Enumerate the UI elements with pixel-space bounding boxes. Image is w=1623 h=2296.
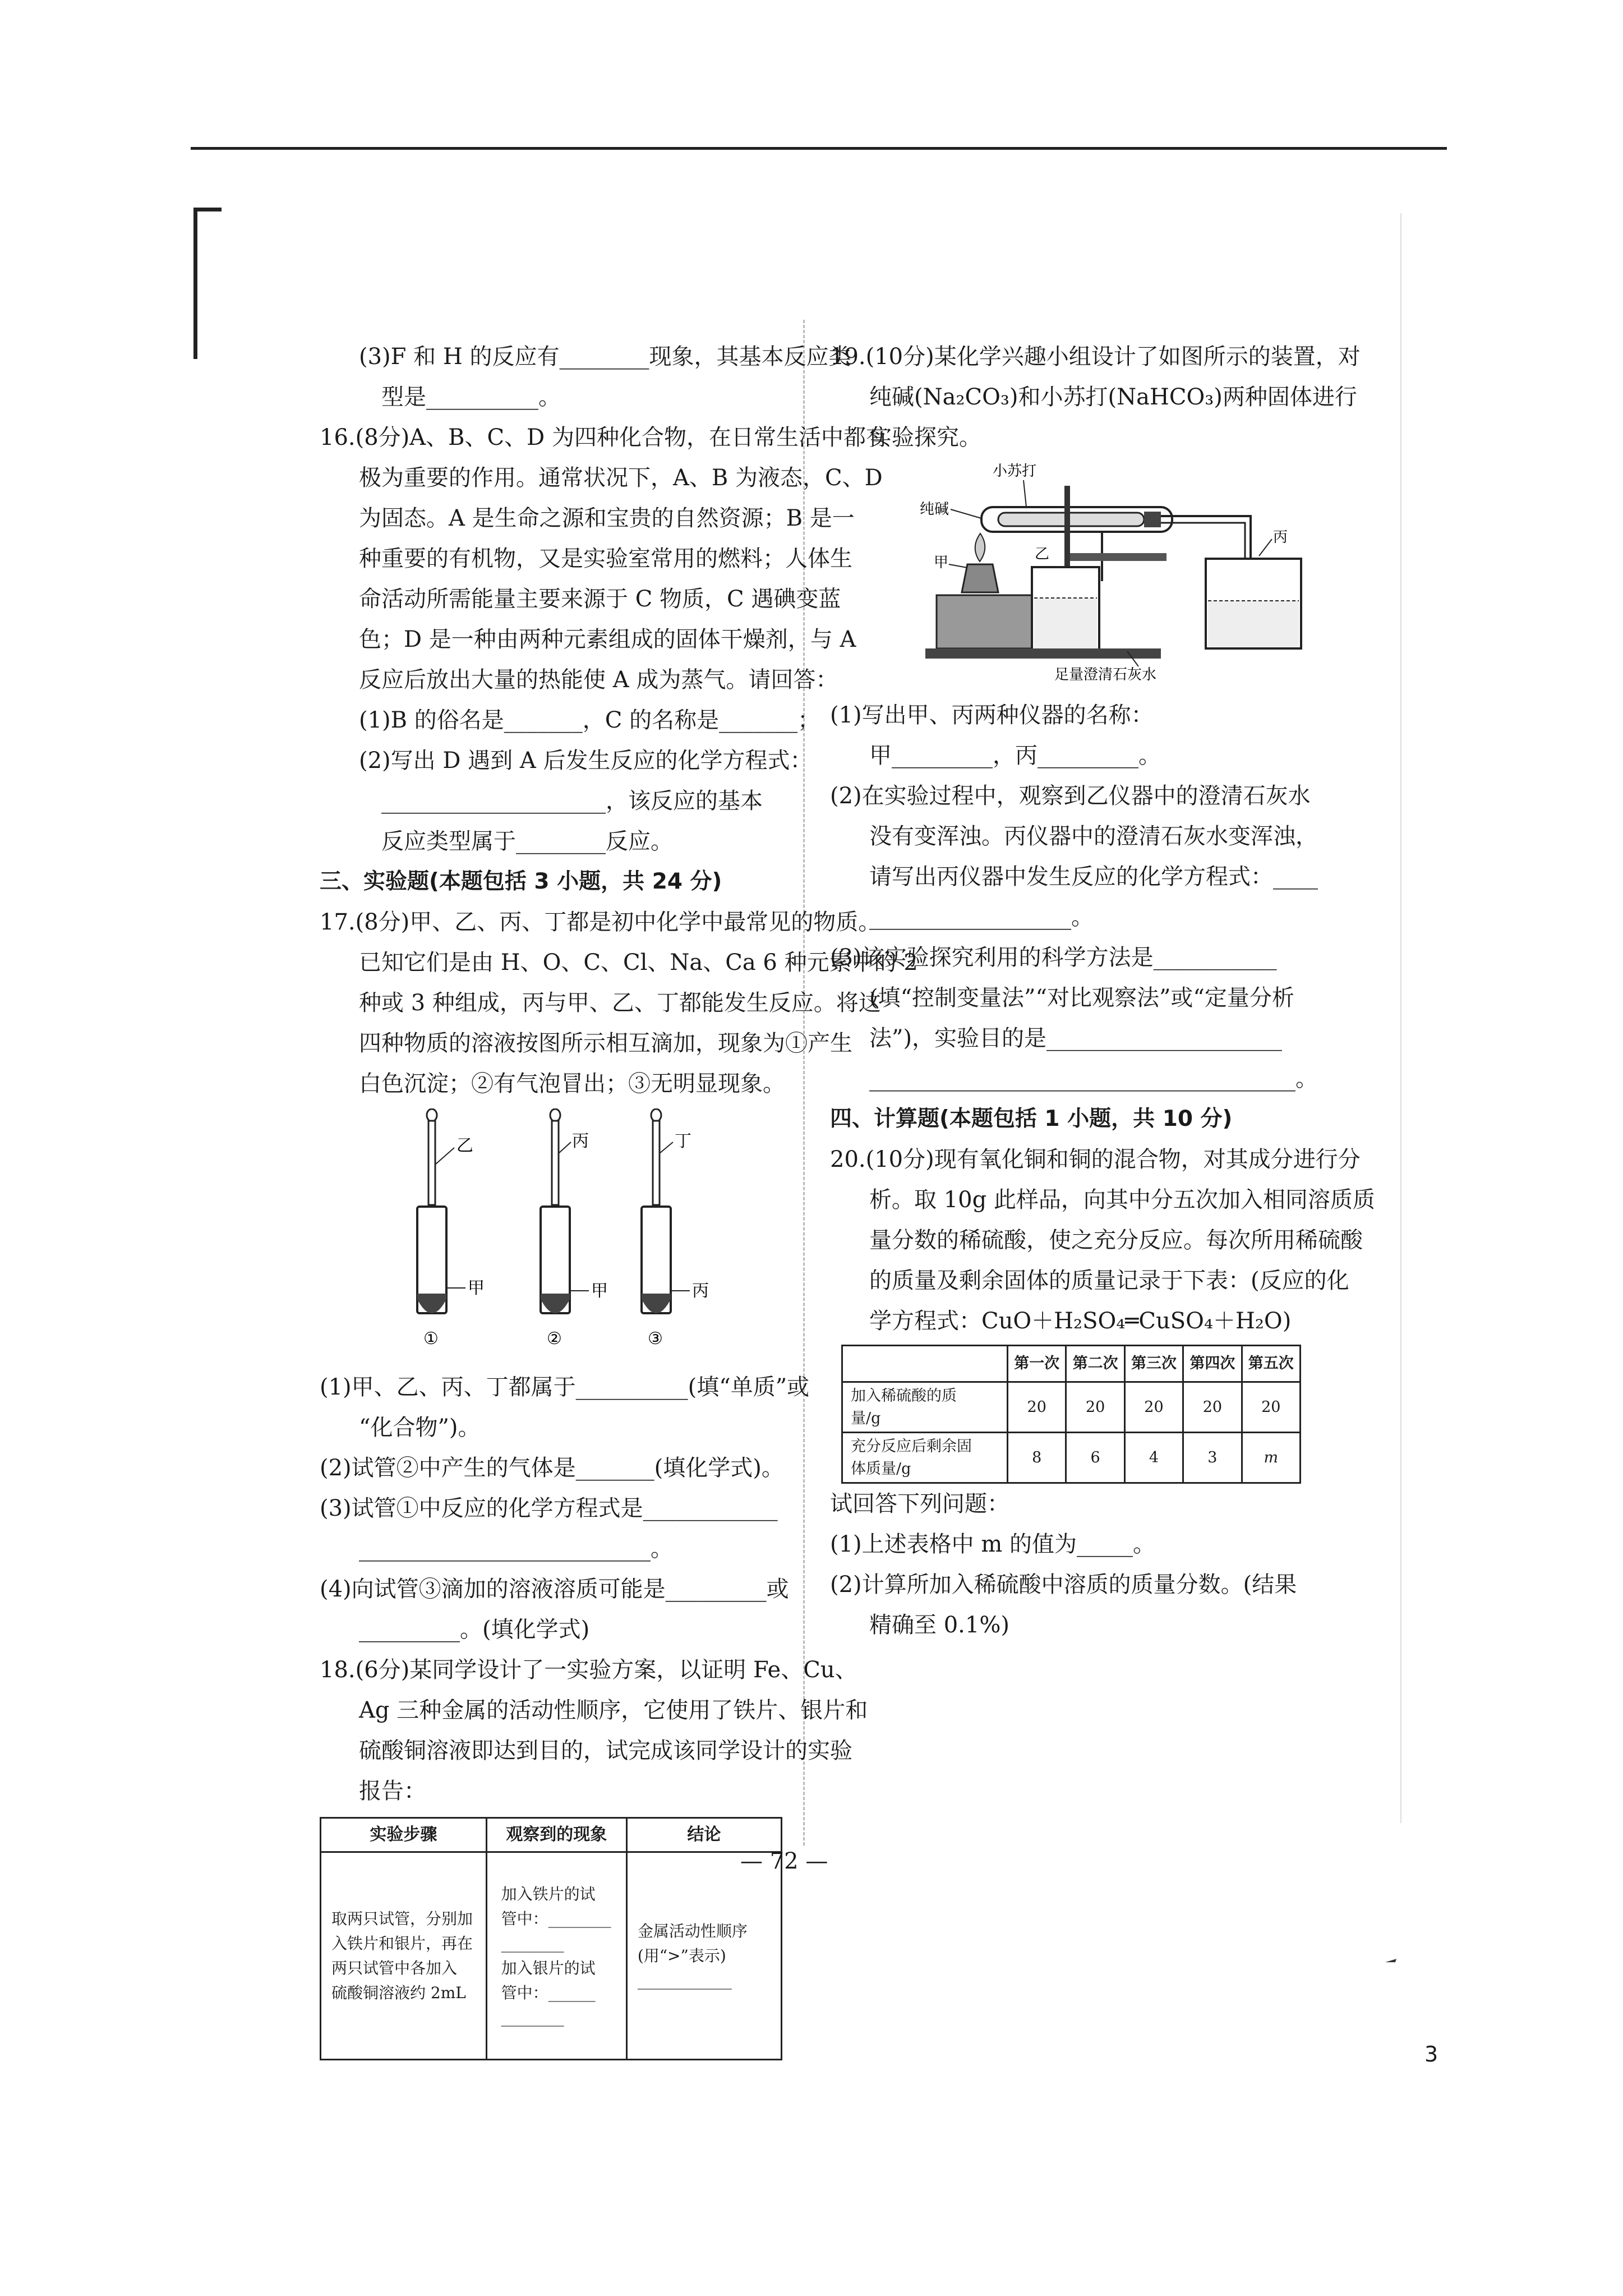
solid-cell: 8 bbox=[1008, 1433, 1066, 1483]
q16-sub1: (1)B 的俗名是_______，C 的名称是_______； bbox=[359, 707, 820, 733]
solid-cell: 6 bbox=[1066, 1433, 1124, 1483]
scan-edge-line bbox=[1400, 213, 1401, 1823]
tube-number: ① bbox=[423, 1329, 439, 1349]
row-label-solid bbox=[842, 1433, 1008, 1483]
results-header: 第四次 bbox=[1183, 1346, 1242, 1382]
row-label-line: 量/g bbox=[851, 1409, 881, 1427]
results-header bbox=[842, 1346, 1008, 1382]
dropper-label: 丙 bbox=[572, 1131, 589, 1151]
q17-line: 已知它们是由 H、O、C、Cl、Na、Ca 6 种元素中的 2 bbox=[359, 950, 918, 976]
concl-line: (用“>”表示) bbox=[637, 1946, 726, 1965]
dropper-label: 乙 bbox=[457, 1136, 473, 1156]
q17-sub1-line1: (1)甲、乙、丙、丁都属于__________(填“单质”或 bbox=[320, 1374, 810, 1400]
label-bing: 丙 bbox=[1273, 529, 1288, 546]
solid-cell: m bbox=[1242, 1433, 1300, 1483]
experiment-report-table bbox=[320, 1817, 782, 2060]
report-conclusion-cell bbox=[626, 1852, 781, 2060]
solid-cell: 3 bbox=[1183, 1433, 1242, 1483]
concl-line: ____________ bbox=[637, 1971, 732, 1990]
obs-line: 管中：______ bbox=[501, 1983, 596, 2002]
obs-line: 管中：________ bbox=[501, 1909, 611, 1928]
q17-sub2: (2)试管②中产生的气体是_______(填化学式)。 bbox=[320, 1455, 784, 1481]
row-label-line: 体质量/g bbox=[851, 1460, 911, 1478]
tube-label: 甲 bbox=[591, 1281, 608, 1301]
tube-label: 甲 bbox=[468, 1278, 485, 1298]
report-observation-cell bbox=[486, 1852, 626, 2060]
q16-sub2-line2: ____________________，该反应的基本 bbox=[381, 788, 763, 814]
row-label-line: 加入稀硫酸的质 bbox=[851, 1387, 957, 1405]
solid-cell: 4 bbox=[1124, 1433, 1183, 1483]
q19-line: 实验探究。 bbox=[869, 425, 981, 450]
q19-line: 纯碱(Na₂CO₃)和小苏打(NaHCO₃)两种固体进行 bbox=[869, 384, 1357, 410]
q18-line: 硫酸铜溶液即达到目的，试完成该同学设计的实验 bbox=[359, 1738, 852, 1764]
test-tubes-figure bbox=[393, 1108, 785, 1350]
report-header: 结论 bbox=[626, 1818, 781, 1852]
obs-line: 加入银片的试 bbox=[501, 1958, 596, 1977]
q17-sub4-line2: _________。(填化学式) bbox=[359, 1617, 590, 1642]
q20-sub1: (1)上述表格中 m 的值为_____。 bbox=[830, 1531, 1156, 1557]
q16-line: 为固态。A 是生命之源和宝贵的自然资源；B 是一 bbox=[359, 505, 855, 531]
step-line: 入铁片和银片，再在 bbox=[331, 1934, 473, 1953]
step-line: 硫酸铜溶液约 2mL bbox=[331, 1983, 466, 2002]
row-label-acid bbox=[842, 1382, 1008, 1433]
q19-sub2-line: 没有变浑浊。丙仪器中的澄清石灰水变浑浊， bbox=[869, 823, 1318, 849]
acid-cell: 20 bbox=[1183, 1382, 1242, 1433]
q19-sub1-line1: (1)写出甲、丙两种仪器的名称： bbox=[830, 702, 1154, 728]
results-header: 第五次 bbox=[1242, 1346, 1300, 1382]
page-number: — 72 — bbox=[740, 1848, 828, 1874]
dropper-label: 丁 bbox=[675, 1131, 691, 1151]
q16-sub2-line1: (2)写出 D 遇到 A 后发生反应的化学方程式： bbox=[359, 748, 813, 774]
right-column bbox=[830, 337, 1375, 1645]
q19-sub3-line: (3)该实验探究利用的科学方法是___________ bbox=[830, 945, 1277, 970]
q19-sub3-line: 法”)，实验目的是_____________________ bbox=[869, 1025, 1283, 1051]
q19-sub1-line2: 甲_________，丙_________。 bbox=[869, 743, 1161, 769]
q18-line: 报告： bbox=[359, 1778, 426, 1804]
q20-sub2-line1: (2)计算所加入稀硫酸中溶质的质量分数。(结果 bbox=[830, 1572, 1297, 1598]
q16-line: 种重要的有机物，又是实验室常用的燃料；人体生 bbox=[359, 546, 852, 572]
inner-tube bbox=[998, 513, 1144, 526]
top-rule bbox=[191, 147, 1447, 150]
q19-sub2-line: 请写出丙仪器中发生反应的化学方程式：____ bbox=[869, 864, 1318, 890]
obs-line: 加入铁片的试 bbox=[501, 1884, 596, 1903]
acid-cell: 20 bbox=[1242, 1382, 1300, 1433]
q18-line: Ag 三种金属的活动性顺序，它使用了铁片、银片和 bbox=[359, 1697, 868, 1723]
q17-line: 四种物质的溶液按图所示相互滴加，现象为①产生 bbox=[359, 1030, 852, 1056]
report-header: 实验步骤 bbox=[321, 1818, 487, 1852]
tube-number: ③ bbox=[648, 1329, 663, 1349]
q20-line: 学方程式：CuO＋H₂SO₄═CuSO₄＋H₂O) bbox=[869, 1308, 1292, 1334]
results-table bbox=[841, 1345, 1301, 1484]
tube-number: ② bbox=[547, 1329, 562, 1349]
q20-intro: 试回答下列问题： bbox=[830, 1491, 1009, 1517]
results-header: 第三次 bbox=[1124, 1346, 1183, 1382]
acid-cell: 20 bbox=[1008, 1382, 1066, 1433]
corner-bracket bbox=[193, 208, 222, 359]
scan-speck-icon bbox=[1385, 1958, 1396, 1963]
q19-sub3-line: (填“控制变量法”“对比观察法”或“定量分析 bbox=[869, 985, 1294, 1011]
q17-sub3-line1: (3)试管①中反应的化学方程式是____________ bbox=[320, 1496, 778, 1521]
q17-line: 白色沉淀；②有气泡冒出；③无明显现象。 bbox=[359, 1071, 785, 1097]
report-step-cell bbox=[321, 1852, 487, 2060]
apparatus-figure bbox=[914, 458, 1318, 682]
q17-sub4-line1: (4)向试管③滴加的溶液溶质可能是_________或 bbox=[320, 1576, 789, 1602]
wooden-block bbox=[937, 595, 1032, 648]
question-16 bbox=[320, 417, 888, 862]
section-3-heading: 三、实验题(本题包括 3 小题，共 24 分) bbox=[320, 869, 722, 894]
tube-group-1 bbox=[417, 1109, 485, 1349]
q16-line: 极为重要的作用。通常状况下，A、B 为液态，C、D bbox=[359, 465, 883, 491]
report-header: 观察到的现象 bbox=[486, 1818, 626, 1852]
q15-3-line1: (3)F 和 H 的反应有________现象，其基本反应类 bbox=[359, 344, 851, 370]
q17-sub1-line2: “化合物”)。 bbox=[359, 1415, 481, 1441]
section-4-heading: 四、计算题(本题包括 1 小题，共 10 分) bbox=[830, 1106, 1233, 1131]
q19-sub2-line: __________________。 bbox=[869, 904, 1094, 930]
q20-line: 析。取 10g 此样品，向其中分五次加入相同溶质质 bbox=[869, 1187, 1375, 1213]
obs-line: ________ bbox=[501, 2008, 564, 2027]
q16-sub2-line3: 反应类型属于________反应。 bbox=[381, 829, 673, 854]
label-jia: 甲 bbox=[934, 554, 949, 571]
q20-line: 的质量及剩余固体的质量记录于下表：(反应的化 bbox=[869, 1268, 1349, 1294]
label-bottom: 足量澄清石灰水 bbox=[1054, 666, 1157, 682]
label-xiaosuda: 小苏打 bbox=[993, 463, 1037, 480]
q17-sub3-line2: __________________________。 bbox=[359, 1536, 673, 1562]
q17-line: 17.(8分)甲、乙、丙、丁都是初中化学中最常见的物质。 bbox=[320, 909, 881, 935]
q20-line: 量分数的稀硫酸，使之充分反应。每次所用稀硫酸 bbox=[869, 1227, 1363, 1253]
q20-line: 20.(10分)现有氧化铜和铜的混合物，对其成分进行分 bbox=[830, 1147, 1361, 1172]
q16-line: 色；D 是一种由两种元素组成的固体干燥剂，与 A bbox=[359, 627, 856, 652]
q18-line: 18.(6分)某同学设计了一实验方案，以证明 Fe、Cu、 bbox=[320, 1657, 857, 1683]
q19-line: 19.(10分)某化学兴趣小组设计了如图所示的装置，对 bbox=[830, 344, 1361, 370]
question-18 bbox=[320, 1650, 868, 2060]
results-header: 第一次 bbox=[1008, 1346, 1066, 1382]
step-line: 两只试管中各加入 bbox=[331, 1958, 458, 1977]
row-label-line: 充分反应后剩余固 bbox=[851, 1437, 972, 1455]
alcohol-lamp bbox=[962, 564, 998, 592]
q15-3-line2: 型是__________。 bbox=[381, 384, 561, 410]
label-chunjian: 纯碱 bbox=[920, 501, 949, 518]
tube-label: 丙 bbox=[692, 1281, 709, 1301]
concl-line: 金属活动性顺序 bbox=[637, 1921, 748, 1940]
acid-cell: 20 bbox=[1066, 1382, 1124, 1433]
label-yi: 乙 bbox=[1035, 546, 1050, 563]
tube-group-2 bbox=[541, 1109, 608, 1349]
tube-group-3 bbox=[642, 1109, 709, 1349]
question-20 bbox=[830, 1139, 1375, 1645]
question-19 bbox=[830, 337, 1361, 1099]
q17-line: 种或 3 种组成，丙与甲、乙、丁都能发生反应。将这 bbox=[359, 990, 881, 1016]
step-line: 取两只试管，分别加 bbox=[331, 1909, 473, 1928]
q16-line: 命活动所需能量主要来源于 C 物质，C 遇碘变蓝 bbox=[359, 586, 841, 612]
page-corner-number: 3 bbox=[1424, 2042, 1438, 2067]
obs-line: ________ bbox=[501, 1934, 564, 1953]
q20-sub2-line2: 精确至 0.1%) bbox=[869, 1612, 1009, 1638]
q19-sub2-line: (2)在实验过程中，观察到乙仪器中的澄清石灰水 bbox=[830, 783, 1311, 809]
results-header: 第二次 bbox=[1066, 1346, 1124, 1382]
q19-sub3-line: ______________________________________。 bbox=[869, 1066, 1318, 1092]
acid-cell: 20 bbox=[1124, 1382, 1183, 1433]
q16-line: 反应后放出大量的热能使 A 成为蒸气。请回答： bbox=[359, 667, 838, 693]
stand-base bbox=[925, 648, 1161, 659]
q16-line: 16.(8分)A、B、C、D 为四种化合物，在日常生活中都有 bbox=[320, 425, 888, 450]
